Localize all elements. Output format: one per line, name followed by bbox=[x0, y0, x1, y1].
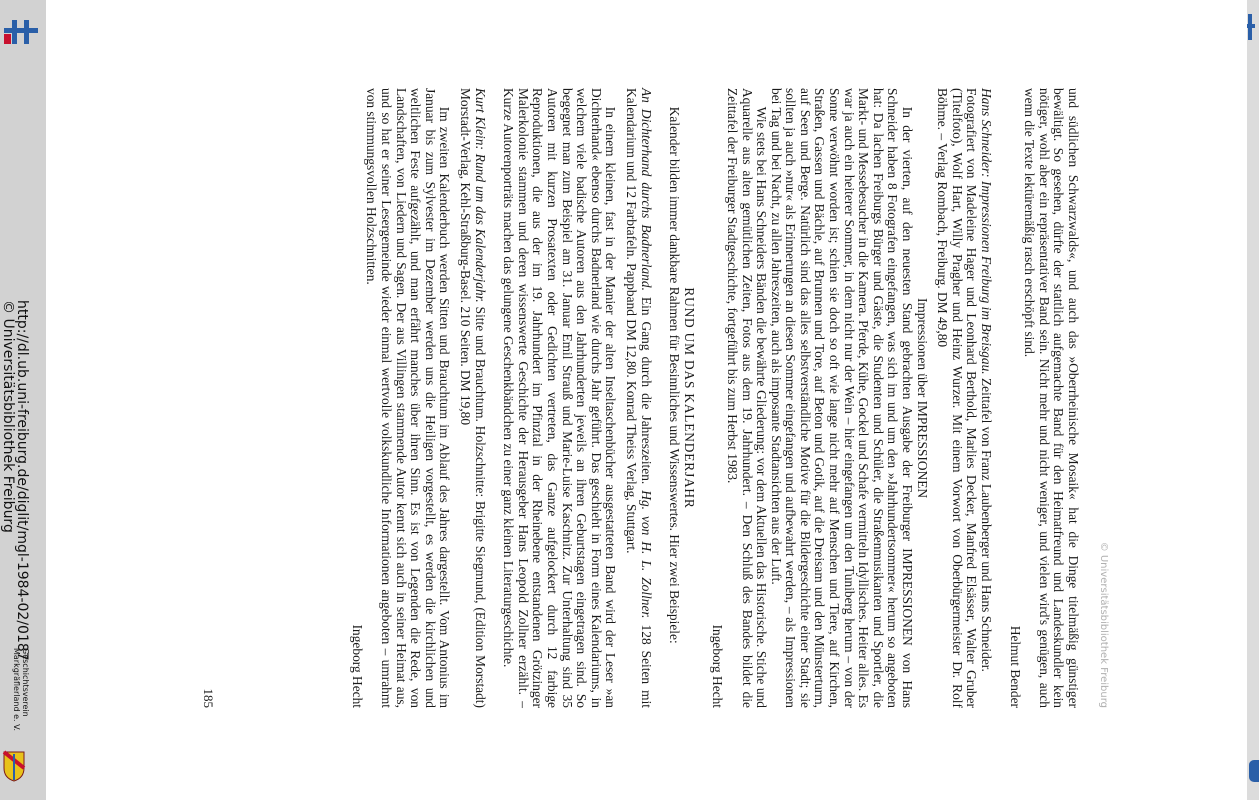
review3-header bbox=[623, 88, 652, 708]
review4-title: Kurt Klein: Rund um das Kalenderjahr. bbox=[472, 88, 488, 303]
publisher-line2: Markgräflerland e. V. bbox=[12, 648, 21, 732]
signature-hecht-1: Ingeborg Hecht bbox=[710, 624, 726, 708]
faded-watermark: © Universitätsbibliothek Freiburg bbox=[1098, 541, 1109, 708]
review2-body2: Wie stets bei Hans Schneiders Bänden die bewährte Gliederung: vor dem Aktuellen das Historische. Stiche und Aquarelle aus alten gemütlichen Zeiten, Fotos aus dem 19. Jahrhundert. – Den Schluß des Bandes bildet die Zeittafel der Freiburger Stadtgeschichte, fortgeführt bis zum Herbst 1983. bbox=[724, 88, 770, 708]
review2-body: In der vierten, auf den neuesten Stand gebrachten Ausgabe der Freiburger IMPRESSIONEN von Hans Schneider haben 8 Fotografen eingefangen, was sich im und um den »Jahrhundertsommer« herum so angeboten hat: Da lachen Freiburgs Bürger und Gäste, die Studenten und Schüler, die Straßenmusikanten und Sportler, die Markt- und Messebesucher in die Kamera. Pferde, Kühe, Gockel und Schafe vermitteln Idyllisches. Heiter alles. Es war ja auch ein heiterer Sommer, in dem nicht nur der Wein – hier eingefangen um den Tuniberg herum – von der Sonne verwöhnt worden ist; schien sie doch so oft wie lange nicht mehr auf Menschen und Tiere, auf Kirchen, Straßen, Gassen und Bächle, auf Brunnen und Tore, auf Beton und Gotik, auf die Dreisam und den Münsterturm, auf Seen und Berge. Natürlich sind das alles selbstverständliche Motive für die Bildergeschichte einer Stadt; sie sollten ja auch »nur« als Erinnerungen an diesen Sommer eingefangen und aufbewahrt werden, – als Impressionen bei Tag und bei Nacht, zu allen Jahreszeiten, auch als imposante Stadtansichten aus der Luft. bbox=[768, 88, 916, 708]
review2-heading: Impressionen über IMPRESSIONEN bbox=[914, 297, 930, 499]
review1-end-paragraph: und südlichen Schwarzwalds«, und auch das »Oberrheinische Mosaik« hat die Dinge titelmäßig günstiger bewältigt. So gesehen, dürfte der stattlich aufgemachte Band für den Heimatfreund und Landeskundler kein nötiger, wohl aber ein repräsentativer Band sein. Nicht mehr und nicht weniger, und vielen wird's genügen, auch wenn die Texte lektüremäßig rasch erschöpft sind. bbox=[1022, 88, 1081, 708]
review4-body: Im zweiten Kalenderbuch werden Sitten und Brauchtum im Ablauf des Jahres dargestellt. Vom Antonius im Januar bis zum Sylvester im Dezember werden uns die Heiligen vorgestellt, es werden die kirchlichen und weltlichen Feste aufgezählt, und man erfährt manches über ihren Sinn. Es ist von Legenden die Rede, von Landschaften, von Liedern und Sagen. Der aus Villingen stammende Autor kennt sich auch in seiner Heimat aus, und so hat er seiner Lesergemeinde wieder einmal wertvolle volkskundliche Informationen angeboten – umrahmt von stimmungsvollen Holzschnitten. bbox=[364, 88, 453, 708]
review3-rest: 128 Seiten mit Kalendarium und 12 Farbtafeln. Pappband DM 12,80. Konrad Theiss Verlag, Stuttgart. bbox=[623, 88, 654, 709]
section-intro: Kalender bilden immer dankbare Rahmen für Besinnliches und Wissenswertes. Hier zwei Beispiele: bbox=[667, 106, 683, 644]
signature-hecht-2: Ingeborg Hecht bbox=[349, 624, 365, 708]
permalink-url[interactable]: http://dl.ub.uni-freiburg.de/diglit/mgl-1984-02/0187 bbox=[14, 300, 30, 661]
copyright-notice: © Universitätsbibliothek Freiburg bbox=[0, 300, 16, 533]
signature-bender: Helmut Bender bbox=[1007, 625, 1023, 708]
page-number: 185 bbox=[200, 688, 216, 708]
library-logo-icon[interactable] bbox=[4, 18, 38, 46]
review3-body: In einem kleinen, fast in der Manier der alten Inseltaschenbücher ausgestatteten Band wird der Leser »an Dichterhand« ebenso durchs Badnerland wie durchs Jahr geführt. Das geschieht in Form eines Kalendariums, in welchem viele badische Autoren aus den Jahrhunderten jeweils an ihren Geburtstagen eingetragen sind. So begegnet man zum Beispiel am 31. Januar Emil Strauß und Marie-Luise Kaschnitz. Zur Unterhaltung sind 35 Autoren mit kurzen Prosatexten oder Gedichten vertreten, das Ganze aufgelockert durch 12 farbige Reproduktionen, die aus der im 19. Jahrhundert im Pfinztal in der Rheinebene entstandenen Grötzinger Malerkolonie stammen und deren wissenswerte Geschichte der Herausgeber Hans Leopold Zollner erzählt. – Kurze Autorenporträts machen das gelungene Geschenkbändchen zu einer ganz kleinen Literaturgeschichte. bbox=[501, 88, 619, 708]
zoom-badge-icon[interactable] bbox=[1249, 760, 1259, 782]
publisher-line1: Geschichtsverein bbox=[21, 648, 30, 717]
page-marker-icon[interactable] bbox=[1247, 14, 1255, 40]
review3-mid: Ein Gang durch die Jahreszeiten. bbox=[638, 290, 654, 491]
document-page bbox=[200, 88, 1109, 709]
review2-credits: Fotografiert von Madeleine Hager und Leonhard Berthold, Marlies Decker, Manfred Elsässer, Walter Gruber (Titelfoto), Wolf Hart, Willy Pragher und Heinz Wurzer. Mit einem Vorwort von Oberbürgermeister Dr. Rolf Böhme. – Verlag Rombach, Freiburg. DM 49,80 bbox=[935, 88, 980, 708]
coat-of-arms-icon bbox=[2, 750, 26, 782]
review2-title-rest: Zeittafel von Franz Laubenberger und Hans Schneider. bbox=[979, 374, 995, 672]
review4-rest: Sitte und Brauchtum. Holzschnitte: Brigitte Siegmund, (Edition Morstadt) Morstadt-Verlag, Kehl-Straßburg-Basel. 210 Seiten. DM 19,80 bbox=[458, 88, 488, 708]
review2-title: Hans Schneider: Impressionen Freiburg im Breisgau. bbox=[979, 88, 995, 375]
review2-header bbox=[978, 88, 993, 708]
review4-header bbox=[457, 88, 486, 708]
review3-title: An Dichterhand durchs Badnerland. bbox=[638, 88, 654, 291]
review3-editor: Hg. von H. L. Zollner. bbox=[638, 490, 654, 619]
section-heading: RUND UM DAS KALENDERJAHR bbox=[681, 287, 697, 509]
right-viewer-strip bbox=[1247, 0, 1259, 800]
